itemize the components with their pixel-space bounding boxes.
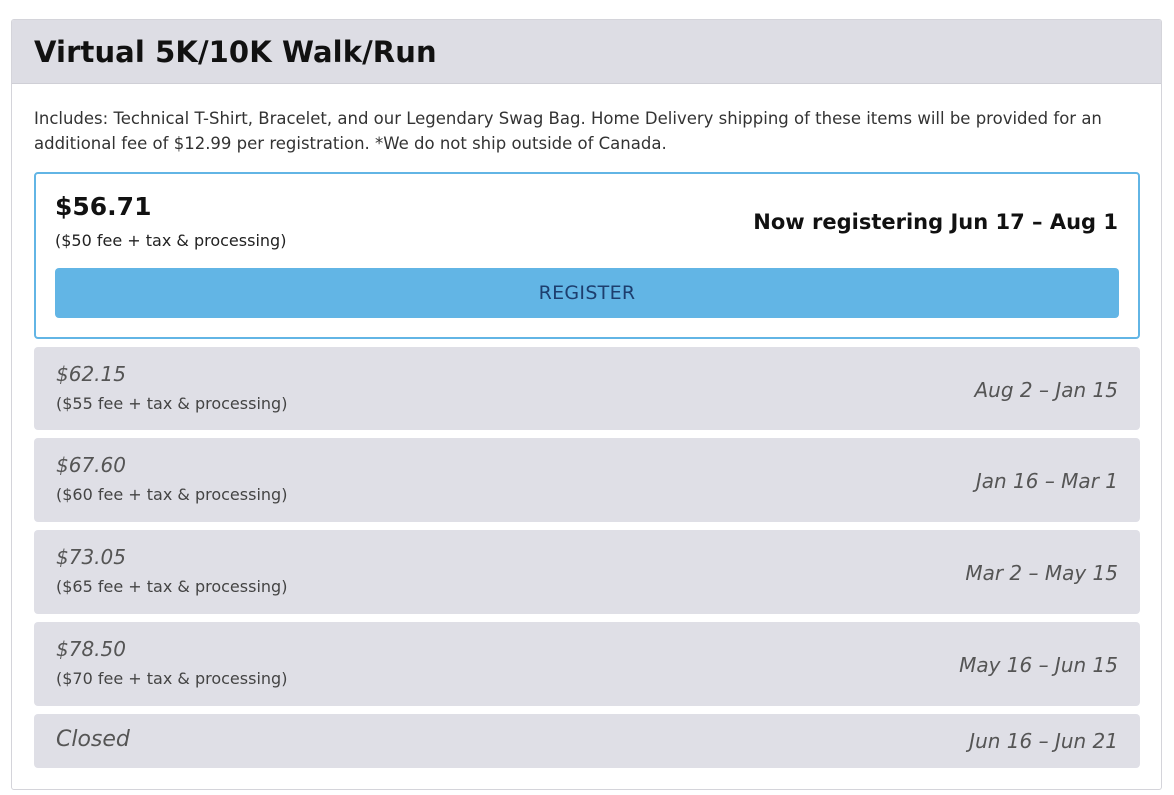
tier-dates: Mar 2 – May 15: [965, 561, 1118, 585]
tier-fee-note: ($70 fee + tax & processing): [56, 669, 288, 688]
tier-fee-note: ($65 fee + tax & processing): [56, 577, 288, 596]
tier-fee-note: ($60 fee + tax & processing): [56, 485, 288, 504]
price-tier: [34, 438, 1140, 522]
price-tier: [34, 530, 1140, 614]
price-tier: [34, 622, 1140, 706]
closed-tier: [34, 714, 1140, 768]
price-tier: [34, 347, 1140, 430]
register-button[interactable]: REGISTER: [55, 268, 1119, 318]
tier-dates: Aug 2 – Jan 15: [974, 378, 1118, 402]
active-price: $56.71: [55, 192, 152, 221]
card-body: [12, 84, 1161, 156]
active-fee-note: ($50 fee + tax & processing): [55, 231, 287, 250]
card-header: [12, 20, 1161, 84]
tier-fee-note: ($55 fee + tax & processing): [56, 394, 288, 413]
tier-price: $73.05: [56, 545, 126, 569]
event-title: Virtual 5K/10K Walk/Run: [34, 35, 437, 69]
active-registration-dates: Now registering Jun 17 – Aug 1: [753, 210, 1118, 234]
active-price-tier: [34, 172, 1140, 339]
event-card: [11, 19, 1162, 790]
closed-dates: Jun 16 – Jun 21: [969, 729, 1118, 753]
closed-label: Closed: [56, 727, 130, 752]
tier-price: $67.60: [56, 453, 126, 477]
tier-dates: May 16 – Jun 15: [959, 653, 1118, 677]
tier-dates: Jan 16 – Mar 1: [975, 469, 1118, 493]
includes-text: Includes: Technical T-Shirt, Bracelet, and our Legendary Swag Bag. Home Delivery shipping of these items will be provided for an additional fee of $12.99 per registration. *We do not ship outside of Canada.: [34, 109, 1102, 153]
tier-price: $78.50: [56, 637, 126, 661]
tier-price: $62.15: [56, 362, 126, 386]
